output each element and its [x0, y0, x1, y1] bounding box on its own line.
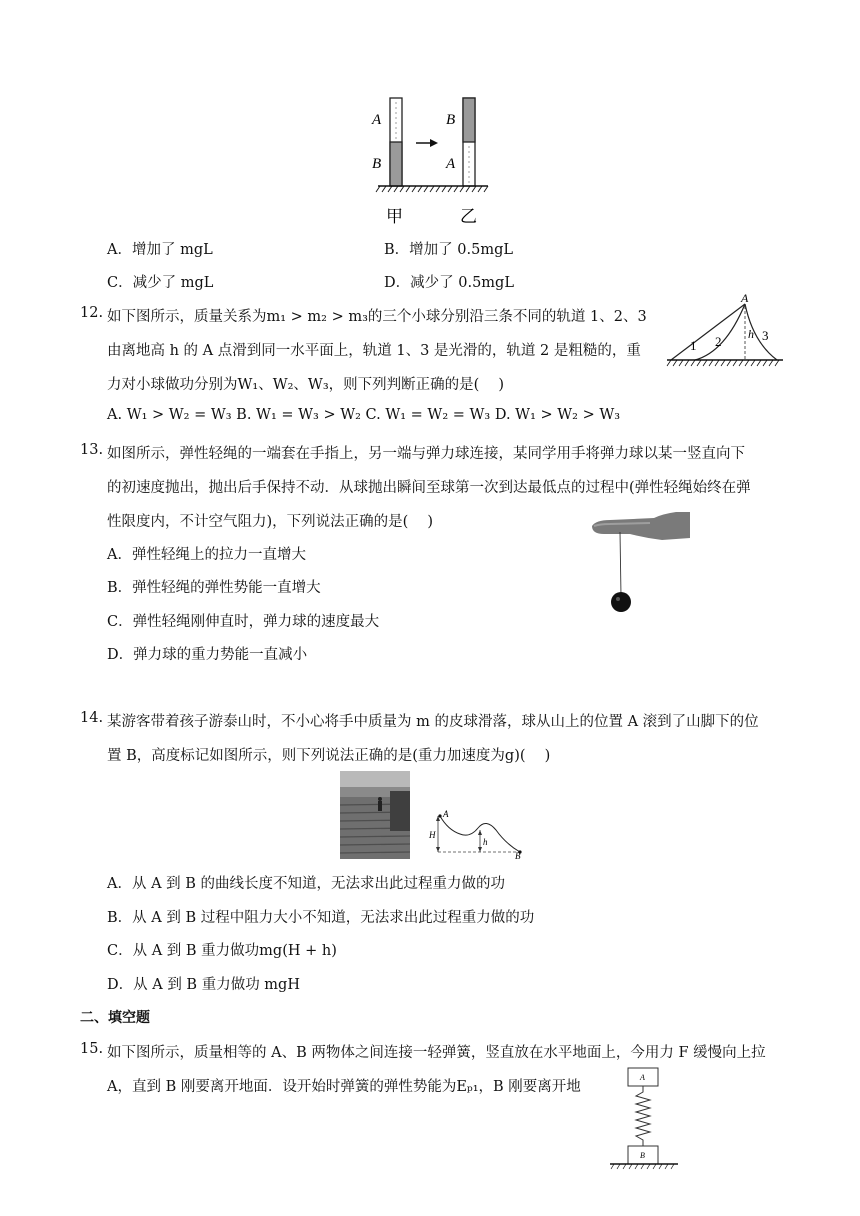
q11-option-b: B．增加了 0.5mgL: [384, 242, 513, 258]
q13-number: 13.: [80, 442, 104, 458]
q14-line-2: 置 B，高度标记如图所示，则下列说法正确的是(重力加速度为g)( ): [107, 748, 551, 764]
section-title-fill-in: 二、填空题: [80, 1010, 150, 1026]
spring-label-a: A: [640, 1073, 645, 1082]
tracks-label-2: 2: [715, 334, 722, 349]
rod-label-b-right: B: [446, 112, 456, 128]
q13-line-3: 性限度内，不计空气阻力)，下列说法正确的是( ): [107, 514, 434, 530]
rod-label-b-left: B: [372, 156, 382, 172]
q13-option-d: D．弹力球的重力势能一直减小: [107, 647, 308, 663]
q12-options: A. W₁ > W₂ = W₃ B. W₁ = W₃ > W₂ C. W₁ = W₂ = W₃ D. W₁ > W₂ > W₃: [107, 407, 621, 423]
taishan-photo: [340, 771, 410, 859]
q15-line-2: A，直到 B 刚要离开地面．设开始时弹簧的弹性势能为Eₚ₁，B 刚要离开地: [107, 1079, 581, 1095]
q14-line-1: 某游客带着孩子游泰山时，不小心将手中质量为 m 的皮球滑落，球从山上的位置 A 滚到了山脚下的位: [107, 714, 759, 730]
q14-number: 14.: [80, 710, 104, 726]
spring-figure: [608, 1066, 680, 1172]
q13-line-1: 如图所示，弹性轻绳的一端套在手指上，另一端与弹力球连接，某同学用手将弹力球以某一竖直向下: [107, 446, 745, 462]
caption-yi: 乙: [460, 207, 477, 226]
slope-figure: [426, 808, 526, 860]
q14-option-c: C．从 A 到 B 重力做功mg(H + h): [107, 943, 337, 959]
q11-option-c: C．减少了 mgL: [107, 275, 214, 291]
hand-ball-figure: [590, 508, 694, 616]
slope-label-b: B: [515, 851, 521, 860]
q13-option-b: B．弹性轻绳的弹性势能一直增大: [107, 580, 321, 596]
q12-number: 12.: [80, 305, 104, 321]
q14-option-a: A．从 A 到 B 的曲线长度不知道，无法求出此过程重力做的功: [107, 876, 506, 892]
rod-label-a-left: A: [372, 112, 382, 128]
slope-label-h-big: H: [429, 830, 436, 840]
q13-option-a: A．弹性轻绳上的拉力一直增大: [107, 547, 306, 563]
tracks-label-a: A: [741, 292, 749, 305]
spring-label-b: B: [640, 1151, 645, 1160]
caption-jia: 甲: [386, 207, 403, 226]
q14-option-b: B．从 A 到 B 过程中阻力大小不知道，无法求出此过程重力做的功: [107, 910, 535, 926]
q11-option-d: D．减少了 0.5mgL: [384, 275, 514, 291]
tracks-label-h: h: [748, 327, 754, 341]
q13-option-c: C．弹性轻绳刚伸直时，弹力球的速度最大: [107, 614, 380, 630]
rods-figure: [360, 90, 500, 230]
tracks-label-3: 3: [762, 328, 769, 343]
q12-line-2: 由离地高 h 的 A 点滑到同一水平面上，轨道 1、3 是光滑的，轨道 2 是粗糙的，重: [107, 343, 641, 359]
q14-option-d: D．从 A 到 B 重力做功 mgH: [107, 977, 300, 993]
q13-line-2: 的初速度抛出，抛出后手保持不动．从球抛出瞬间至球第一次到达最低点的过程中(弹性轻绳始终在弹: [107, 480, 751, 496]
slope-label-h: h: [483, 837, 488, 847]
tracks-label-1: 1: [690, 338, 697, 353]
q11-option-a: A．增加了 mgL: [107, 242, 213, 258]
q12-line-1: 如下图所示，质量关系为m₁ > m₂ > m₃的三个小球分别沿三条不同的轨道 1、2、3: [107, 309, 647, 325]
tracks-figure: [665, 292, 785, 374]
rod-label-a-right: A: [446, 156, 456, 172]
q12-line-3: 力对小球做功分别为W₁、W₂、W₃，则下列判断正确的是( ): [107, 377, 505, 393]
q15-number: 15.: [80, 1041, 104, 1057]
slope-label-a: A: [443, 809, 449, 819]
q15-line-1: 如下图所示，质量相等的 A、B 两物体之间连接一轻弹簧，竖直放在水平地面上，今用力 F 缓慢向上拉: [107, 1045, 766, 1061]
